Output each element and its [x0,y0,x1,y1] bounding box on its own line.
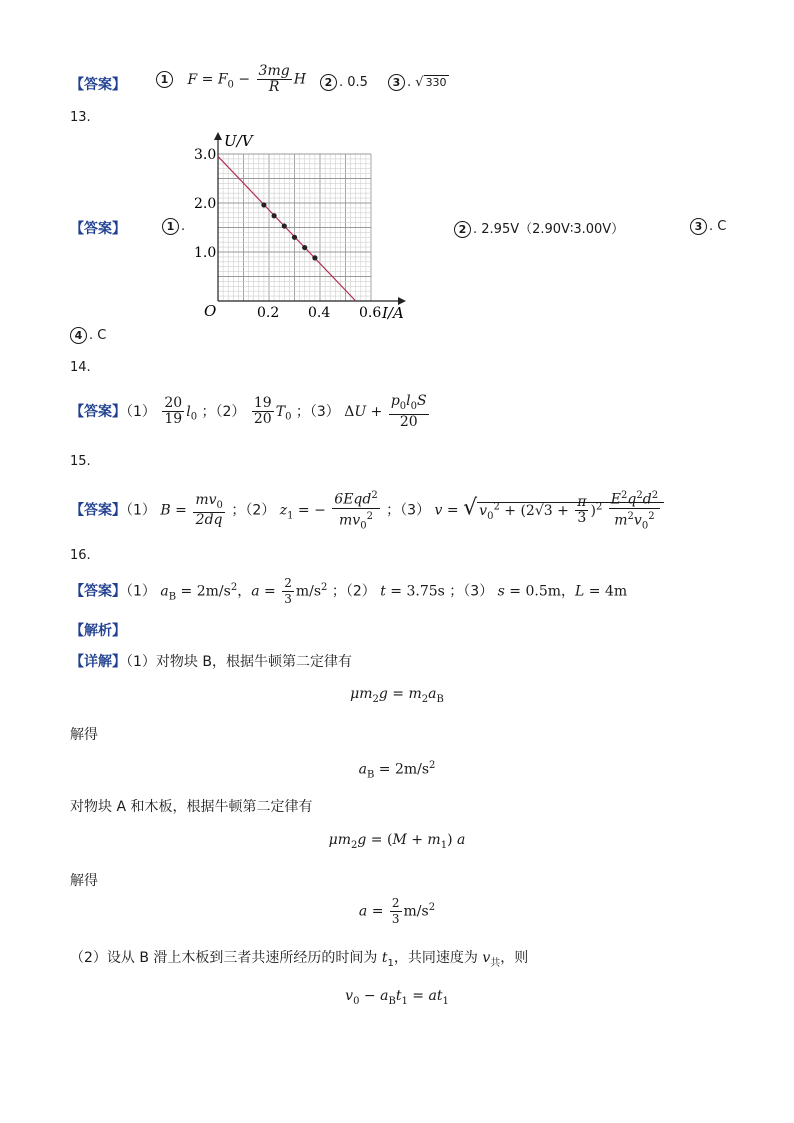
q12-item3: 3 . √ 330 [388,74,449,91]
circle-number: 1 [162,218,179,235]
q15-answer: 【答案】（1） B = $\frac{mv_0}{2dq}$ ；（2） $z_1$ = − $\frac{6Eqd^2}{mv_0^2}$ ；（3） v = √ $v_0^2 + (2√3$ + $\frac{\pi}{3}$ )$^2$ $\frac{E^2q^2d^2}{m^2v_0^2}$ [70,488,664,533]
circle-number: 3 [690,218,707,235]
x-tick-labels [257,305,381,321]
solution-line: 解得 [70,727,98,743]
answer-tag: 【答案】 [70,403,126,420]
question-number: 16. [70,548,91,563]
x-axis-label: I/A [382,304,404,322]
circle-number: 2 [454,221,471,238]
circle-number: 1 [156,71,173,88]
equation: a = $\frac{2}{3}$ $m/s^2$ [358,896,436,926]
answer-tag: 【答案】 [70,77,126,93]
x-tick-label: 0.2 [257,305,280,321]
data-point [302,245,307,250]
data-point [312,255,317,260]
y-tick-label: 2.0 [194,196,217,212]
solution-line: 对物块 A 和木板，根据牛顿第二定律有 [70,799,313,815]
data-point [261,202,266,207]
q12-item2: 2 . 0.5 [320,74,368,91]
q12-item1: 1 $F = F_0$ − $\frac{3mg}{R}$ H [156,64,306,95]
equation: $a_B = 2m/s^2$ [358,760,436,781]
equation: $\mu m_2g = (M + m_1)$ a [328,832,466,851]
y-tick-labels [194,147,216,261]
analysis-tag: 【解析】 [70,623,126,639]
answer-tag: 【答案】 [70,221,126,237]
y-tick-label: 1.0 [194,245,217,261]
data-point [272,213,277,218]
question-number: 13. [70,110,91,125]
answer-tag: 【答案】 [70,583,126,600]
solution-line: 【详解】（1）对物块 B，根据牛顿第二定律有 [70,654,352,670]
data-point [282,223,287,228]
x-tick-label: 0.4 [308,305,331,321]
y-tick-label: 3.0 [194,147,217,163]
u-i-graph [186,130,416,326]
data-point [292,235,297,240]
equation: $v_0 - a_Bt_1 = at_1$ [345,988,449,1007]
graph-grid [218,154,371,301]
q16-answer: 【答案】（1） $a_B = 2m/s^2$，a = $\frac{2}{3}$ $m/s^2$ ；（2） t = 3.75s ；（3） s = 0.5m，L = 4m [70,576,628,606]
question-number: 15. [70,454,91,469]
answer-tag: 【答案】 [70,502,126,519]
solution-line: （2）设从 B 滑上木板到三者共速所经历的时间为 $t_1$，共同速度为 $v_共$，则 [70,950,529,969]
x-tick-label: 0.6 [359,305,382,321]
q13-item2: 2 . 2.95V（2.90V∶3.00V） [454,218,624,238]
y-axis-label: U/V [224,132,253,150]
detail-tag: 【详解】 [70,654,126,670]
origin-label: O [204,302,217,320]
q14-answer: 【答案】（1） $\frac{20}{19}$ $l_0$ ；（2） $\frac{19}{20}$ $T_0$ ；（3） ΔU + $\frac{p_0l_0S}{20}$ [70,393,427,430]
circle-number: 3 [388,74,405,91]
solution-line: 解得 [70,873,98,889]
circle-number: 2 [320,74,337,91]
q13-item4: 4 . C [70,327,106,344]
q13-item1: 1 . [162,218,185,235]
q13-item3: 3 . C [690,218,726,235]
circle-number: 4 [70,327,87,344]
question-number: 14. [70,360,91,375]
equation: $\mu m_2g = m_2a_B$ [350,686,444,705]
